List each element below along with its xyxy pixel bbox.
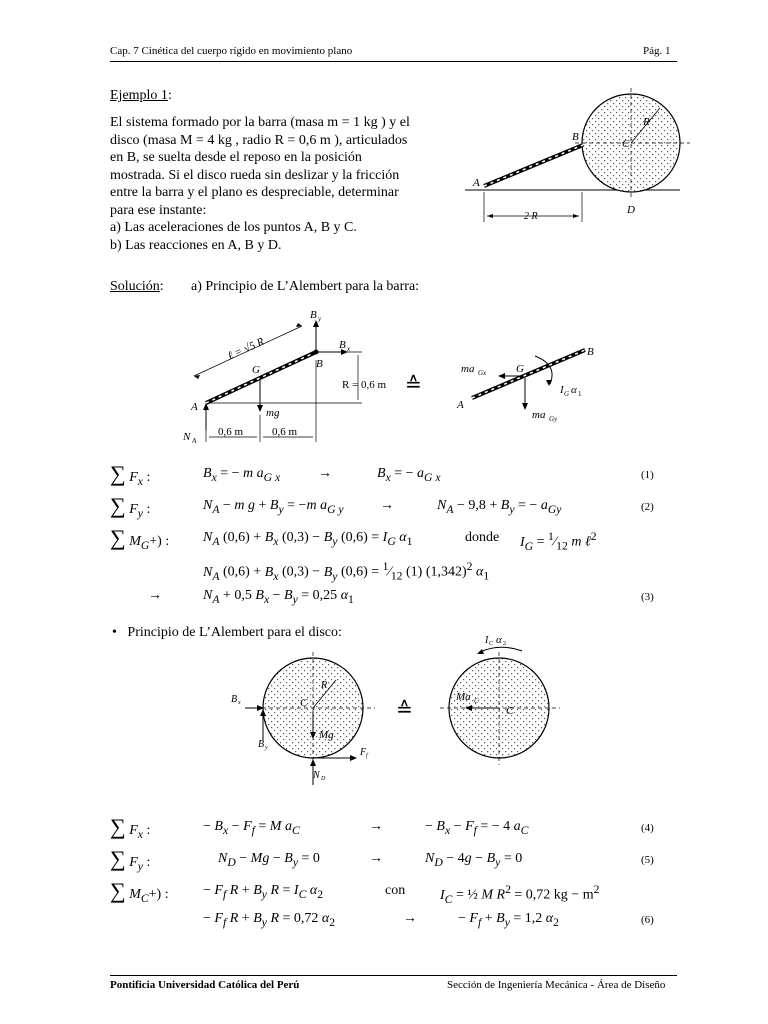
eq6-rhs: $I_C$ = ½ M $R^2 = 0,72$ kg − $m^2$ — [440, 883, 600, 906]
example-title-text: Ejemplo 1 — [110, 88, 168, 103]
eq1-lhs: ∑ $F_x$ : — [110, 461, 151, 488]
svg-text:x: x — [347, 345, 351, 353]
eq4-mid: − $B_x - F_f = M$ $a_C$ — [203, 819, 300, 837]
svg-text:α: α — [571, 384, 577, 396]
svg-text:D: D — [321, 776, 326, 782]
solution-label: Solución — [110, 279, 160, 294]
svg-text:C: C — [474, 697, 479, 705]
fig3-label-Ff: F — [360, 747, 367, 758]
example-title: Ejemplo 1: — [110, 88, 172, 103]
svg-text:1: 1 — [578, 390, 582, 398]
eq3c: $N_A + 0,5$ $B_x - B_y = 0,25$ $\alpha_1$ — [203, 588, 354, 606]
eq3c-arrow: → — [148, 588, 162, 603]
fig3-label-ND: N — [313, 770, 320, 781]
fig2-height: R = 0,6 m — [342, 379, 387, 391]
svg-text:Gy: Gy — [549, 415, 558, 423]
footer-rule — [110, 975, 677, 976]
eq5-lhs: ∑ $F_y$ : — [110, 846, 151, 873]
fig1-dim-2R: 2 R — [524, 211, 538, 222]
eq1-arrow: → — [318, 466, 332, 481]
footer-left: Pontificia Universidad Católica del Perú — [110, 979, 300, 991]
svg-text:x: x — [238, 700, 241, 706]
svg-text:A: A — [192, 437, 197, 445]
svg-text:G: G — [564, 390, 570, 398]
fig2-label-B: B — [316, 358, 323, 370]
eq2-rhs: $N_A - 9,8 + B_y$ = − $a_{Gy}$ — [437, 498, 562, 516]
statement-line: El sistema formado por la barra (masa m = 1 kg ) y el — [110, 115, 410, 130]
svg-text:α: α — [496, 634, 502, 646]
statement-line: a) Las aceleraciones de los puntos A, B y C. — [110, 220, 357, 235]
eq1-mid: $B_x$ = − m $a_{G x}$ — [203, 466, 281, 484]
fig2-label-A: A — [191, 401, 198, 413]
solution-heading: Solución: — [110, 279, 164, 294]
eq3-lhs: ∑ $M_G+$) : — [110, 525, 170, 552]
eq6b-rhs: − $F_f + B_y = 1,2$ $\alpha_2$ — [458, 911, 559, 929]
eq3b: $N_A$ $(0,6) + B_x$ $(0,3) - B_y$ $(0,6) = ^1⁄_{12}$ (1) $(1,342)^2$ $\alpha_1$ — [203, 560, 490, 583]
fig2-dim1: 0,6 m — [218, 426, 244, 438]
fig3-label-R: R — [321, 680, 328, 691]
fig2-maGx: ma — [461, 363, 475, 375]
eq1-number: (1) — [641, 469, 654, 481]
statement-line: b) Las reacciones en A, B y D. — [110, 237, 282, 253]
bullet-disk: • Principio de L’Alembert para el disco: — [112, 625, 342, 640]
svg-text:y: y — [318, 315, 322, 323]
header-page: Pág. 1 — [643, 45, 671, 57]
statement-line: entre la barra y el plano es despreciable, determinar — [110, 185, 399, 200]
fig2-label-NA: N — [183, 431, 191, 443]
eq4-number: (4) — [641, 822, 654, 834]
eq3-word: donde — [465, 530, 500, 545]
footer-right: Sección de Ingeniería Mecánica - Área de Diseño — [447, 979, 666, 991]
fig3-label-C2: C — [506, 705, 514, 717]
fig1-label-D: D — [627, 204, 635, 216]
fig1-label-C: C — [622, 138, 630, 150]
eq6-lhs: ∑ $M_C+$) : — [110, 878, 169, 905]
fig3-label-By: B — [258, 739, 265, 750]
bullet-disk-text: Principio de L’Alembert para el disco: — [127, 625, 342, 640]
eq3-number: (3) — [641, 591, 654, 603]
eq4-rhs: − $B_x - F_f$ = − 4 $a_C$ — [425, 819, 529, 837]
eq4-arrow: → — [369, 819, 383, 834]
fig2-length: ℓ = √5 R — [225, 335, 266, 363]
fig2-dim2: 0,6 m — [272, 426, 298, 438]
eq5-number: (5) — [641, 854, 654, 866]
eq1-rhs: $B_x$ = − $a_{G x}$ — [377, 466, 441, 484]
eq6-word: con — [385, 883, 406, 898]
fig3-equiv: ≙ — [396, 699, 413, 721]
statement-line: para ese instante: — [110, 202, 207, 218]
svg-text:y: y — [265, 745, 268, 751]
eq5-arrow: → — [369, 851, 383, 866]
eq2-arrow: → — [380, 498, 394, 513]
fig2-label-G2: G — [516, 363, 524, 375]
eq3-mid: $N_A$ $(0,6) + B_x$ $(0,3) - B_y$ $(0,6) = I_G$ $\alpha_1$ — [203, 530, 413, 548]
eq6b-mid: − $F_f$ $R + B_y$ R = 0,72 $\alpha_2$ — [203, 911, 336, 929]
svg-text:f: f — [366, 753, 368, 759]
solution-part-a: a) Principio de L’Alembert para la barra: — [191, 279, 420, 294]
statement-line: disco (masa M = 4 kg , radio R = 0,6 m ), articulados — [110, 132, 408, 148]
fig3-label-Bx: B — [231, 694, 238, 705]
eq2-lhs: ∑ $F_y$ : — [110, 493, 151, 520]
eq6-number: (6) — [641, 914, 654, 926]
eq4-lhs: ∑ $F_x$ : — [110, 814, 151, 841]
eq6-mid: − $F_f$ $R + B_y$ $R = I_C$ $\alpha_2$ — [203, 883, 324, 901]
eq3-rhs: $I_G$ = $^1⁄_{12}$ m ℓ$^2$ — [520, 530, 597, 553]
svg-text:Gx: Gx — [478, 369, 487, 377]
fig3-label-Mg: Mg — [319, 729, 334, 741]
fig2-IGa: I — [560, 384, 564, 396]
statement-line: en B, se suelta desde el reposo en la posición — [110, 150, 362, 165]
eq2-mid: $N_A - m$ $g + B_y = -m$ $a_{G y}$ — [203, 498, 344, 516]
fig3-Mac: Ma — [456, 691, 471, 703]
svg-text:C: C — [489, 641, 494, 647]
fig2-label-By: B — [310, 309, 317, 321]
fig3-label-C: C — [300, 697, 308, 709]
fig3-ICa: I — [485, 635, 489, 646]
fig1-label-A: A — [473, 177, 480, 189]
fig2-label-Bx: B — [339, 339, 346, 351]
eq5-mid: $N_D - Mg - B_y = 0$ — [218, 851, 320, 869]
fig2-label-A2: A — [457, 399, 464, 411]
eq6b-arrow: → — [403, 911, 417, 926]
eq5-rhs: $N_D - 4g - B_y = 0$ — [425, 851, 523, 869]
eq2-number: (2) — [641, 501, 654, 513]
fig2-label-B2: B — [587, 346, 594, 358]
fig1-label-B: B — [572, 131, 579, 143]
svg-text:2: 2 — [503, 641, 506, 647]
header-chapter: Cap. 7 Cinética del cuerpo rígido en movimiento plano — [110, 45, 353, 57]
fig1-label-R: R — [643, 116, 650, 128]
fig2-label-G: G — [252, 364, 260, 376]
statement-line: mostrada. Si el disco rueda sin deslizar y la fricción — [110, 167, 400, 183]
fig2-label-mg: mg — [266, 407, 280, 419]
fig2-maGy: ma — [532, 409, 546, 421]
fig2-equiv: ≙ — [405, 374, 422, 396]
